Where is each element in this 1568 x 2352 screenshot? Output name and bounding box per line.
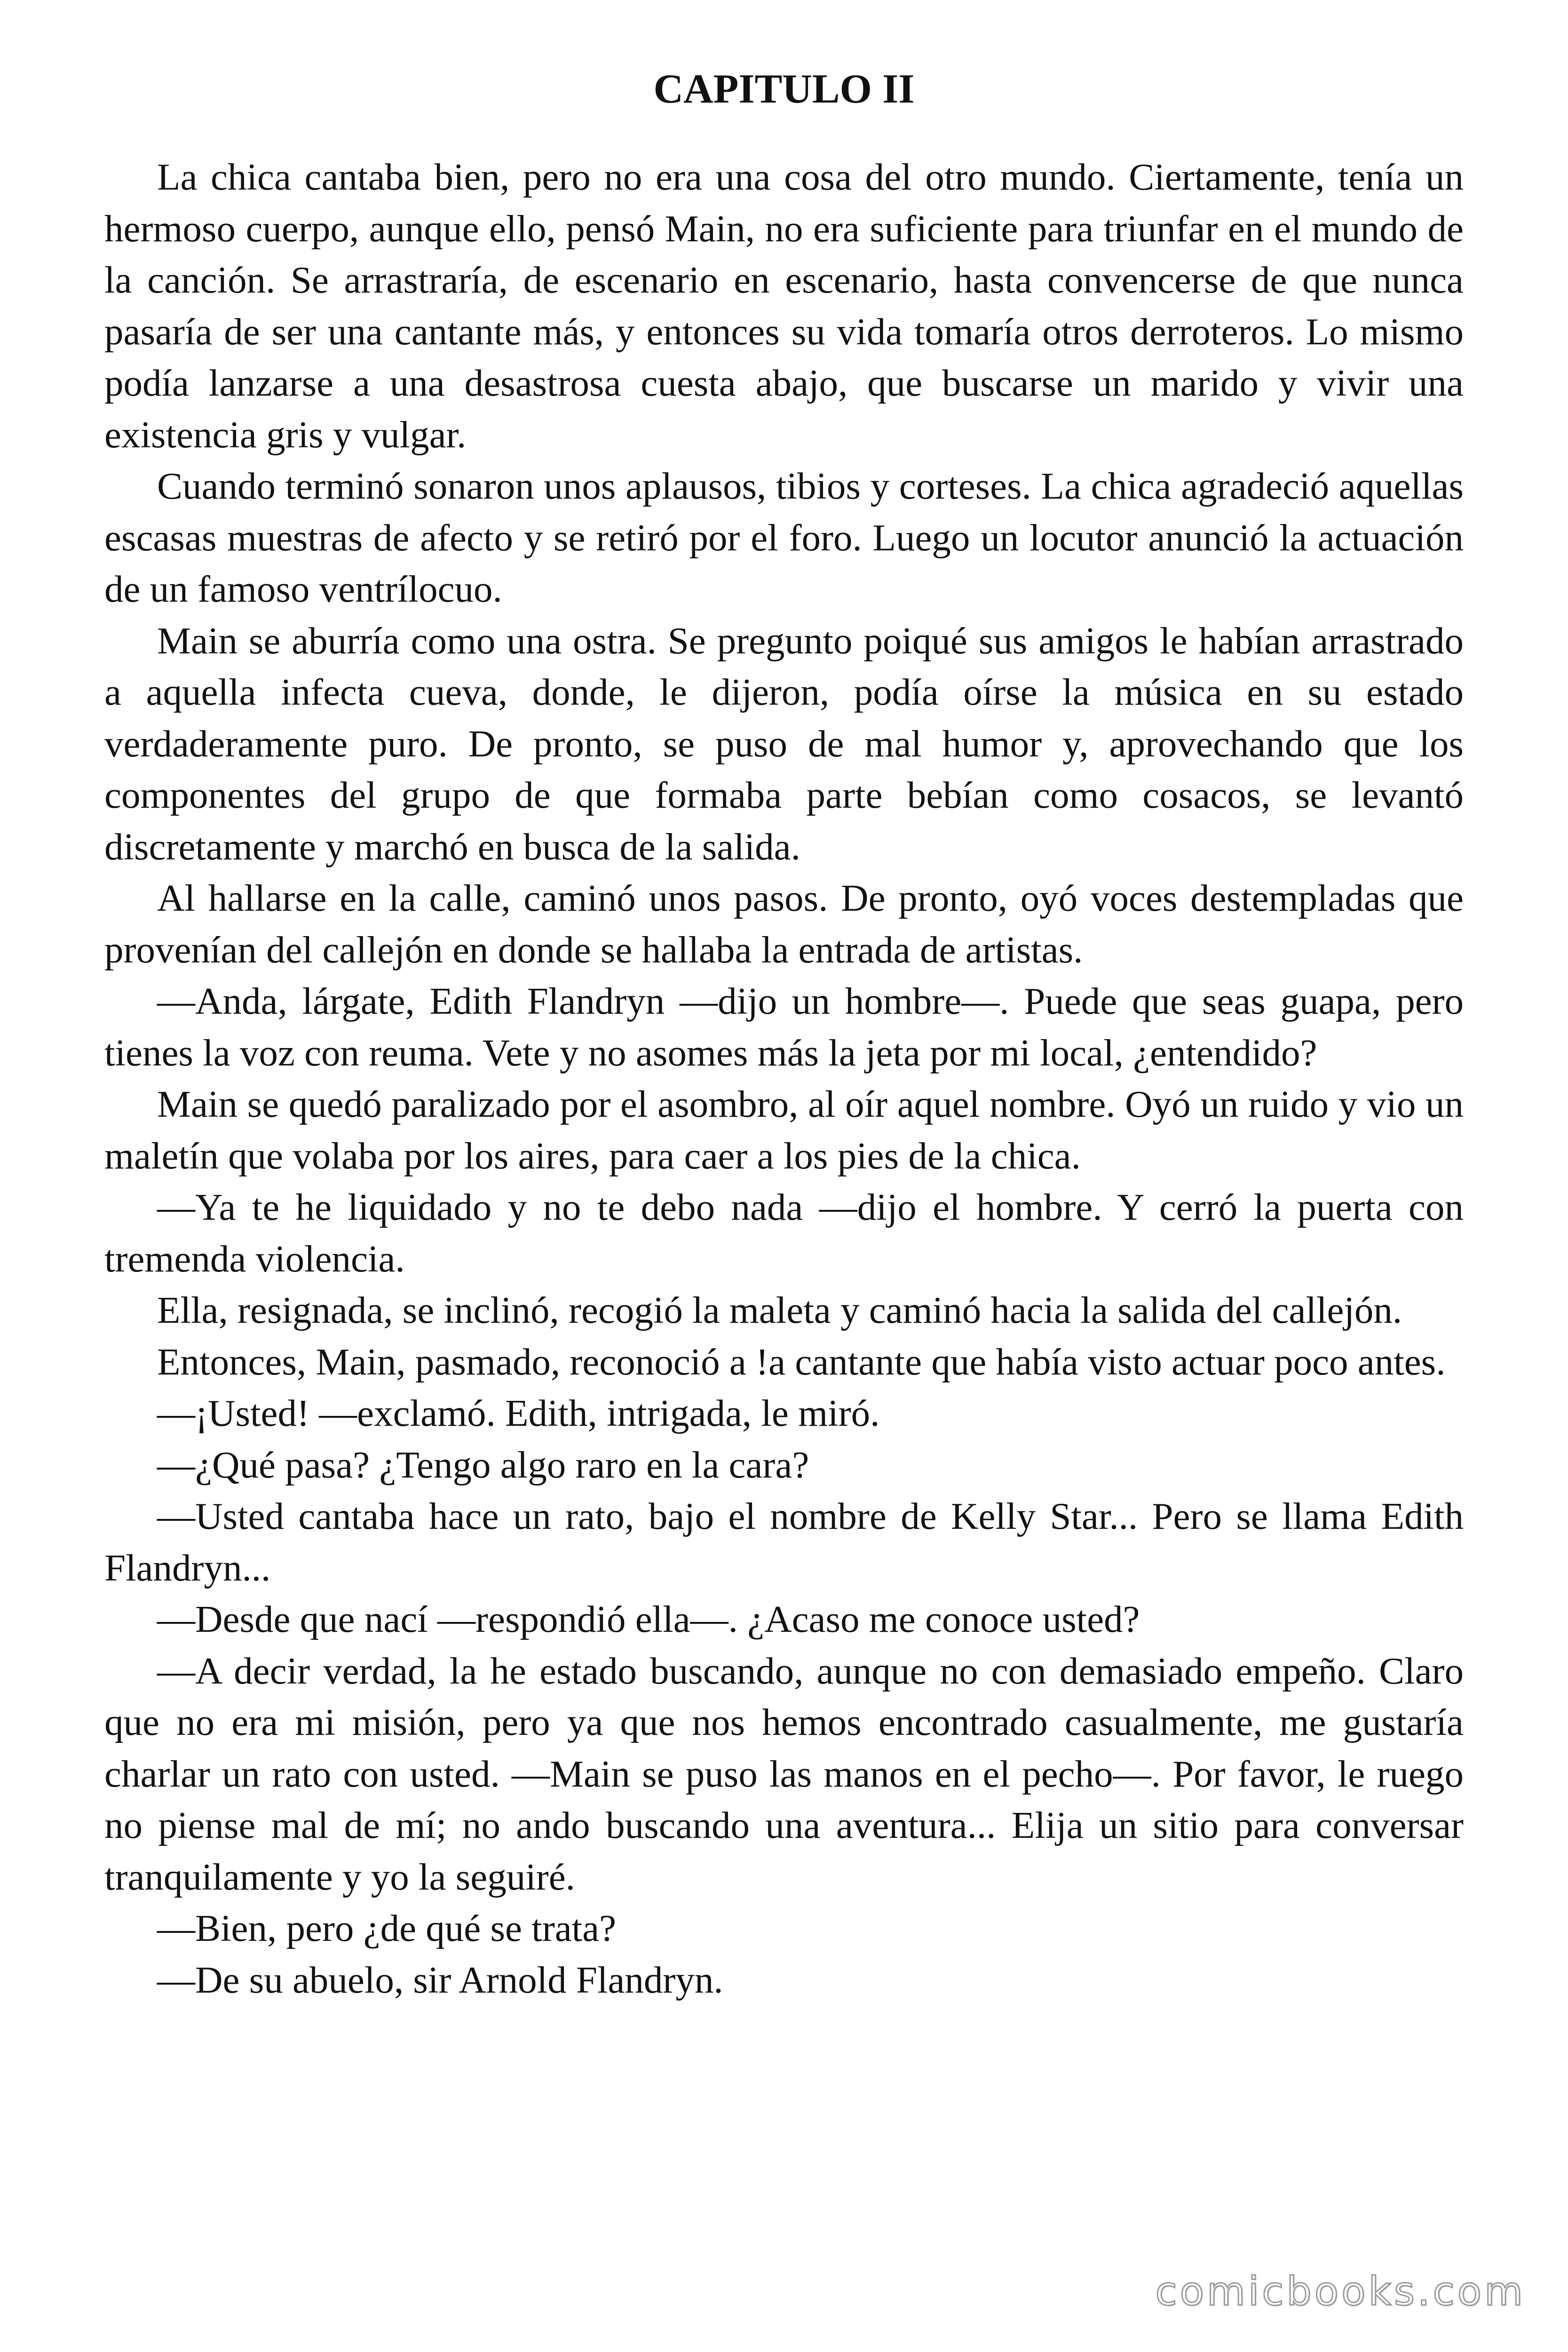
paragraph: —¡Usted! —exclamó. Edith, intrigada, le miró.: [157, 1392, 880, 1434]
paragraph: Ella, resignada, se inclinó, recogió la maleta y caminó hacia la salida del callejón.: [157, 1289, 1402, 1331]
paragraph: —Bien, pero ¿de qué se trata?: [157, 1907, 617, 1949]
watermark: comicbooks.com: [1155, 2268, 1526, 2314]
paragraph: —De su abuelo, sir Arnold Flandryn.: [157, 1958, 723, 2001]
paragraph: —Usted cantaba hace un rato, bajo el nombre de Kelly Star... Pero se llama Edith Flandryn...: [104, 1495, 1464, 1589]
paragraph: Main se quedó paralizado por el asombro, al oír aquel nombre. Oyó un ruido y vio un maletín que volaba por los aires, para caer a los pies de la chica.: [104, 1083, 1464, 1177]
paragraph: Main se aburría como una ostra. Se pregunto poiqué sus amigos le habían arrastrado a aquella infecta cueva, donde, le dijeron, podía oírse la música en su estado verdaderamente puro. De pronto, se puso de mal humor y, aprovechando que los componentes del grupo de que formaba parte bebían como cosacos, se levantó discretamente y marchó en busca de la salida.: [104, 619, 1464, 868]
book-page: [104, 66, 1464, 2286]
paragraph: —Ya te he liquidado y no te debo nada —dijo el hombre. Y cerró la puerta con tremenda violencia.: [104, 1186, 1464, 1280]
chapter-title: CAPITULO II: [653, 66, 915, 112]
paragraph: La chica cantaba bien, pero no era una cosa del otro mundo. Ciertamente, tenía un hermoso cuerpo, aunque ello, pensó Main, no era suficiente para triunfar en el mundo de la canción. Se arrastraría, de escenario en escenario, hasta convencerse de que nunca pasaría de ser una cantante más, y entonces su vida tomaría otros derroteros. Lo mismo podía lanzarse a una desastrosa cuesta abajo, que buscarse un marido y vivir una existencia gris y vulgar.: [104, 156, 1464, 456]
paragraph: —Anda, lárgate, Edith Flandryn —dijo un hombre—. Puede que seas guapa, pero tienes la voz con reuma. Vete y no asomes más la jeta por mi local, ¿entendido?: [104, 980, 1464, 1074]
paragraph: —A decir verdad, la he estado buscando, aunque no con demasiado empeño. Claro que no era mi misión, pero ya que nos hemos encontrado casualmente, me gustaría charlar un rato con usted. —Main se puso las manos en el pecho—. Por favor, le ruego no piense mal de mí; no ando buscando una aventura... Elija un sitio para conversar tranquilamente y yo la seguiré.: [104, 1649, 1464, 1898]
paragraph: —¿Qué pasa? ¿Tengo algo raro en la cara?: [157, 1443, 809, 1486]
paragraph: Entonces, Main, pasmado, reconoció a !a cantante que había visto actuar poco antes.: [157, 1340, 1446, 1383]
paragraph: —Desde que nací —respondió ella—. ¿Acaso me conoce usted?: [157, 1598, 1140, 1640]
paragraph: Al hallarse en la calle, caminó unos pasos. De pronto, oyó voces destempladas que provenían del callejón en donde se hallaba la entrada de artistas.: [104, 877, 1464, 971]
chapter-body: [104, 151, 1464, 2006]
paragraph: Cuando terminó sonaron unos aplausos, tibios y corteses. La chica agradeció aquellas escasas muestras de afecto y se retiró por el foro. Luego un locutor anunció la actuación de un famoso ventrílocuo.: [104, 465, 1464, 610]
